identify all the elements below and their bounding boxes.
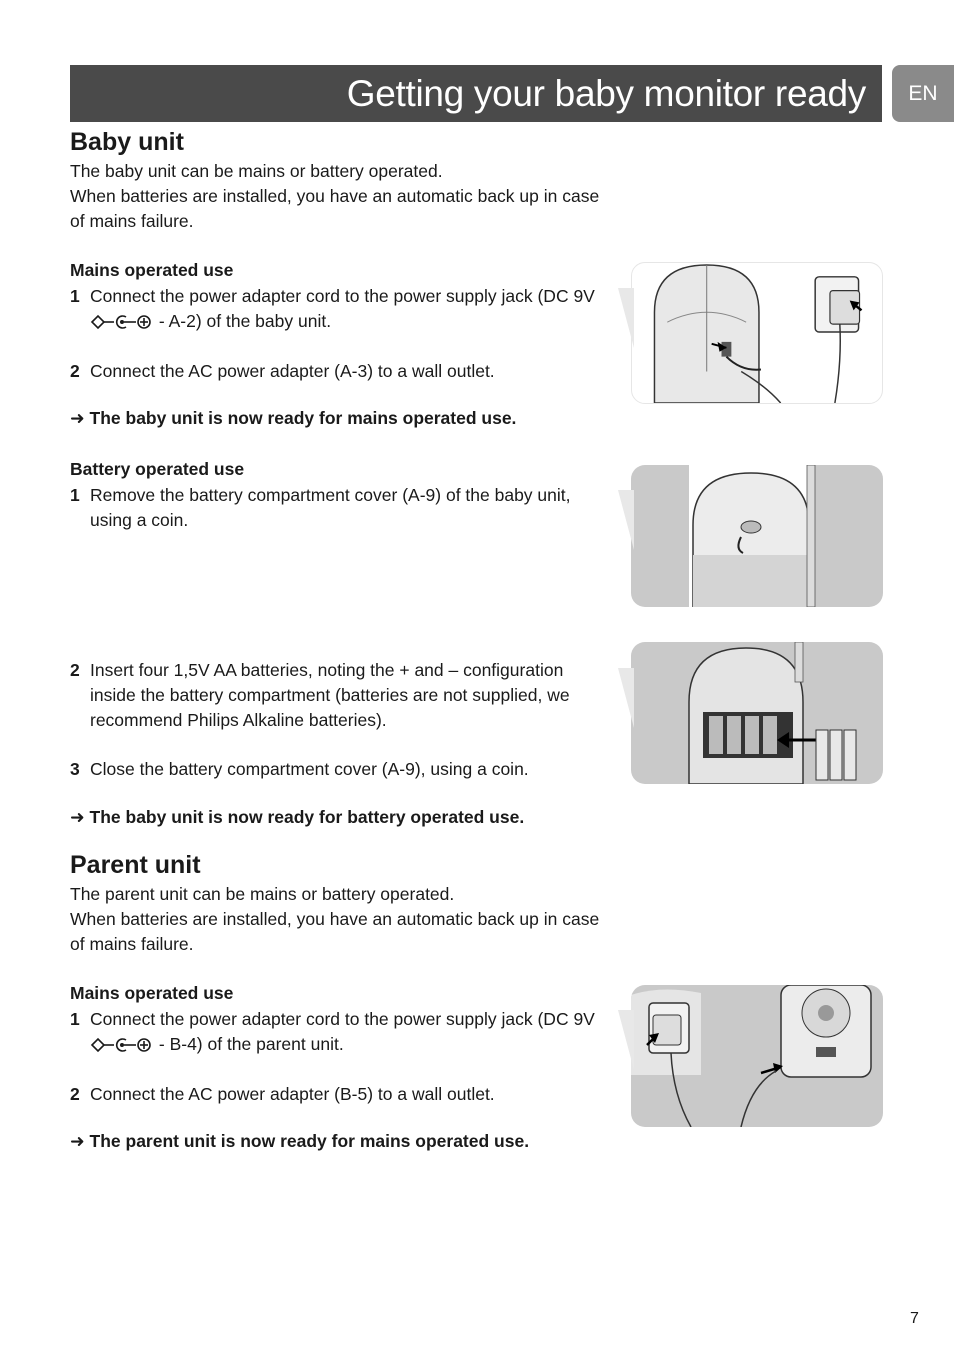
figure-insert-batteries bbox=[631, 642, 883, 784]
step-number: 2 bbox=[70, 1084, 80, 1104]
baby-unit-intro-2: When batteries are installed, you have an automatic back up in case of mains failure. bbox=[70, 186, 600, 231]
parent-unit-intro-1: The parent unit can be mains or battery operated. bbox=[70, 884, 455, 904]
parent-unit-intro-2: When batteries are installed, you have an automatic back up in case of mains failure. bbox=[70, 909, 600, 954]
page-title: Getting your baby monitor ready bbox=[346, 72, 866, 114]
dc-polarity-icon bbox=[90, 1037, 154, 1053]
baby-battery-step-1 bbox=[70, 483, 610, 533]
baby-unit-intro-1: The baby unit can be mains or battery operated. bbox=[70, 161, 443, 181]
step-text-before: Connect the power adapter cord to the power supply jack (DC 9V bbox=[90, 1009, 595, 1029]
figure-battery-cover bbox=[631, 465, 883, 607]
parent-mains-step-2 bbox=[70, 1082, 610, 1107]
parent-mains-step-1 bbox=[70, 1007, 610, 1057]
step-text: Connect the AC power adapter (A-3) to a wall outlet. bbox=[90, 361, 495, 381]
parent-mains-result: ➜ The parent unit is now ready for mains operated use. bbox=[70, 1131, 530, 1151]
language-label: EN bbox=[908, 81, 938, 105]
step-number: 3 bbox=[70, 759, 80, 779]
baby-unit-mains-illustration bbox=[632, 263, 882, 403]
step-number: 1 bbox=[70, 485, 80, 505]
step-text: Remove the battery compartment cover (A-9) of the baby unit, using a coin. bbox=[90, 485, 571, 530]
insert-batteries-illustration bbox=[631, 642, 883, 784]
step-number: 1 bbox=[70, 286, 80, 306]
step-text-after: - B-4) of the parent unit. bbox=[158, 1034, 344, 1054]
step-number: 2 bbox=[70, 361, 80, 381]
step-text bbox=[90, 284, 610, 334]
figure-baby-unit-mains bbox=[631, 262, 883, 404]
step-text: Connect the AC power adapter (B-5) to a wall outlet. bbox=[90, 1084, 495, 1104]
parent-unit-mains-illustration bbox=[631, 985, 883, 1127]
baby-mains-result: ➜ The baby unit is now ready for mains operated use. bbox=[70, 408, 517, 428]
figure-notch bbox=[614, 1010, 634, 1070]
baby-mains-heading: Mains operated use bbox=[70, 260, 234, 280]
baby-battery-step-2 bbox=[70, 658, 610, 733]
baby-unit-title: Baby unit bbox=[70, 128, 184, 156]
step-number: 1 bbox=[70, 1009, 80, 1029]
baby-mains-step-1 bbox=[70, 284, 610, 334]
step-text-before: Connect the power adapter cord to the power supply jack (DC 9V bbox=[90, 286, 595, 306]
figure-notch bbox=[614, 668, 634, 728]
page-header bbox=[70, 65, 882, 122]
battery-cover-illustration bbox=[631, 465, 883, 607]
baby-battery-step-3 bbox=[70, 757, 610, 782]
language-tab bbox=[892, 65, 954, 122]
page-number: 7 bbox=[910, 1310, 919, 1327]
parent-unit-title: Parent unit bbox=[70, 851, 201, 879]
dc-polarity-icon bbox=[90, 314, 154, 330]
baby-battery-result: ➜ The baby unit is now ready for battery operated use. bbox=[70, 807, 525, 827]
figure-notch bbox=[614, 490, 634, 550]
baby-mains-step-2 bbox=[70, 359, 610, 384]
step-text: Insert four 1,5V AA batteries, noting the + and – configuration inside the battery compartment (batteries are not supplied, we recommend Philips Alkaline batteries). bbox=[90, 660, 570, 730]
step-number: 2 bbox=[70, 660, 80, 680]
figure-parent-unit-mains bbox=[631, 985, 883, 1127]
figure-notch bbox=[614, 288, 634, 348]
step-text-after: - A-2) of the baby unit. bbox=[158, 311, 332, 331]
step-text bbox=[90, 1007, 610, 1057]
parent-mains-heading: Mains operated use bbox=[70, 983, 234, 1003]
baby-battery-heading: Battery operated use bbox=[70, 459, 245, 479]
step-text: Close the battery compartment cover (A-9), using a coin. bbox=[90, 759, 529, 779]
